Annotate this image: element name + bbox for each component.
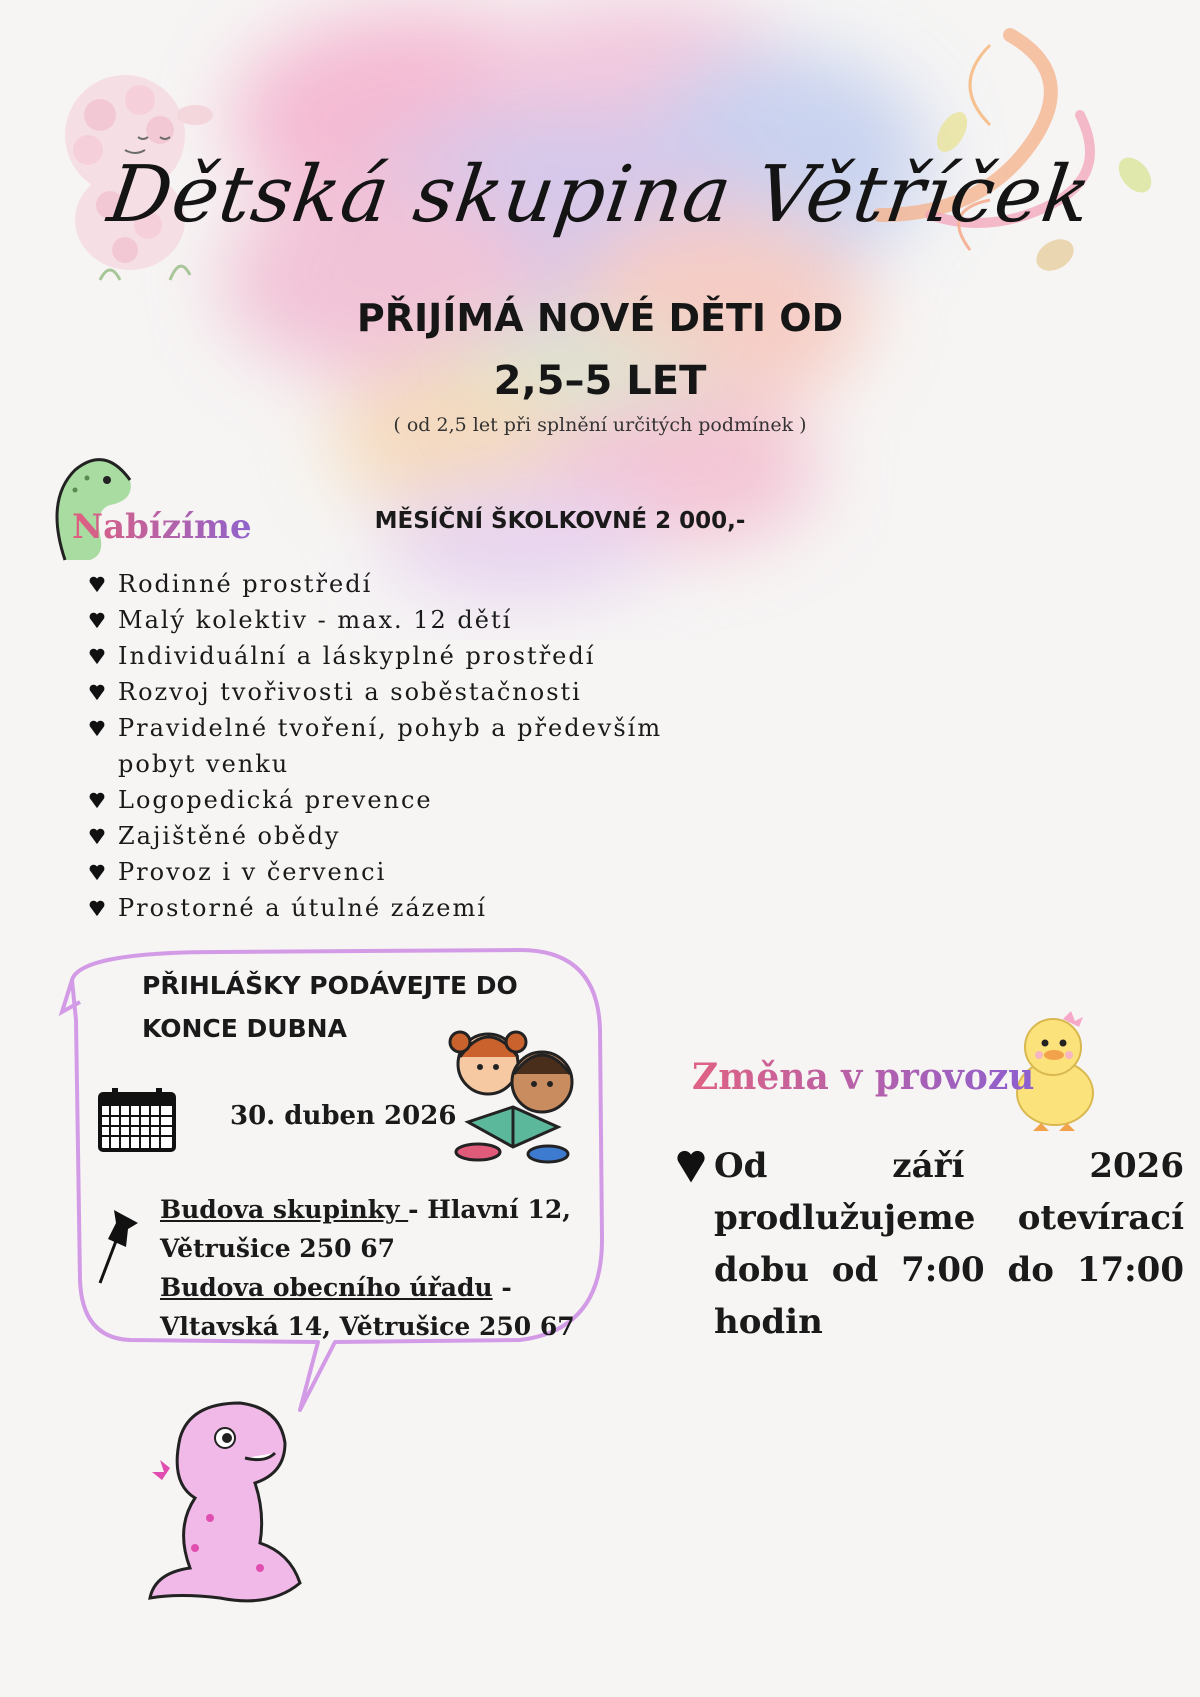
- list-item: [88, 638, 728, 674]
- application-heading-line1: PŘIHLÁŠKY PODÁVEJTE DO: [142, 971, 518, 1000]
- list-item: [88, 710, 728, 782]
- change-text: Od září 2026 prodlužujeme otevírací dobu od 7:00 do 17:00 hodin: [714, 1146, 1184, 1342]
- headline-line1: PŘIJÍMÁ NOVÉ DĚTI OD: [356, 296, 844, 340]
- heart-bullet-icon: [88, 683, 106, 701]
- benefit-text: Logopedická prevence: [118, 786, 433, 814]
- deadline-date: 30. duben 2026: [230, 1101, 457, 1131]
- benefit-text: Rodinné prostředí: [118, 570, 373, 598]
- offer-heading: Nabízíme: [72, 507, 252, 547]
- benefit-text: Individuální a láskyplné prostředí: [118, 642, 596, 670]
- address2-label: Budova obecního úřadu: [160, 1273, 493, 1302]
- heart-bullet-icon: [88, 719, 106, 737]
- benefit-text: Zajištěné obědy: [118, 822, 341, 850]
- heart-bullet-icon: [88, 899, 106, 917]
- pink-dinosaur-illustration: [140, 1398, 330, 1608]
- heart-bullet-icon: [88, 575, 106, 593]
- conditions-note: ( od 2,5 let při splnění určitých podmínek ): [393, 414, 807, 436]
- application-heading-line2: KONCE DUBNA: [142, 1014, 347, 1043]
- monthly-fee: MĚSÍČNÍ ŠKOLKOVNÉ 2 000,-: [374, 508, 746, 534]
- list-item: [88, 566, 728, 602]
- benefit-text: Provoz i v červenci: [118, 858, 387, 886]
- address1-label: Budova skupinky: [160, 1195, 409, 1224]
- list-item: [88, 854, 728, 890]
- benefit-text: Prostorné a útulné zázemí: [118, 894, 487, 922]
- list-item: [88, 782, 728, 818]
- benefit-text: Rozvoj tvořivosti a soběstačnosti: [118, 678, 582, 706]
- address-block: [160, 1190, 600, 1346]
- page-title: Dětská skupina Větříček: [102, 150, 1098, 240]
- list-item: [88, 674, 728, 710]
- heart-bullet-icon: [88, 611, 106, 629]
- heart-bullet-icon: [88, 647, 106, 665]
- benefits-list: [88, 566, 728, 926]
- benefit-text: Malý kolektiv - max. 12 dětí: [118, 606, 513, 634]
- change-heading: Změna v provozu: [692, 1056, 1035, 1098]
- address1-text: - Hlavní 12, Větrušice 250 67: [160, 1195, 571, 1263]
- children-reading-illustration: [438, 1012, 588, 1167]
- headline-line2: 2,5–5 LET: [493, 358, 707, 404]
- benefit-text: Pravidelné tvoření, pohyb a především pobyt venku: [118, 714, 663, 778]
- heart-bullet-icon: [676, 1148, 706, 1184]
- pushpin-icon: [96, 1205, 146, 1287]
- list-item: [88, 602, 728, 638]
- heart-bullet-icon: [88, 791, 106, 809]
- heart-bullet-icon: [88, 863, 106, 881]
- list-item: [88, 818, 728, 854]
- address2-text: - Vltavská 14, Větrušice 250 67: [160, 1273, 575, 1341]
- calendar-icon: [98, 1088, 176, 1152]
- heart-bullet-icon: [88, 827, 106, 845]
- list-item: [88, 890, 728, 926]
